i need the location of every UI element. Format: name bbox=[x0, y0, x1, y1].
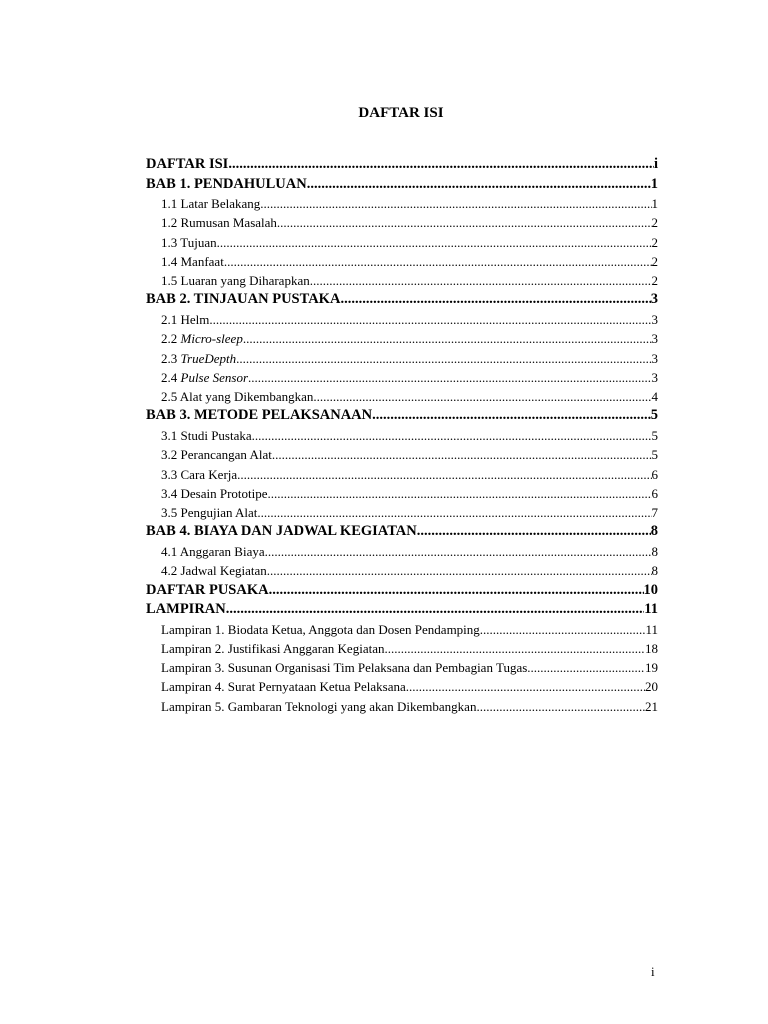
toc-entry-label bbox=[161, 387, 313, 406]
toc-section-row[interactable] bbox=[146, 639, 658, 658]
toc-entry-page: 11 bbox=[645, 621, 658, 637]
toc-entry-text: Lampiran 2. Justifikasi Anggaran Kegiatan bbox=[161, 640, 385, 656]
toc-section-row[interactable] bbox=[146, 677, 658, 696]
toc-entry-label bbox=[146, 406, 372, 426]
toc-entry-number: 1.5 bbox=[161, 273, 181, 289]
toc-entry-number: 2.5 bbox=[161, 389, 180, 405]
toc-entry-label bbox=[161, 620, 480, 639]
toc-entry-number: 4.2 bbox=[161, 563, 181, 579]
toc-entry-text: Lampiran 4. Surat Pernyataan Ketua Pelaksana bbox=[161, 679, 406, 695]
toc-entry-page: 8 bbox=[651, 563, 658, 579]
toc-entry-page: 8 bbox=[650, 523, 658, 540]
toc-entry-page: 8 bbox=[651, 543, 658, 559]
toc-entry-page: 4 bbox=[651, 389, 658, 405]
toc-dot-leader bbox=[236, 349, 651, 368]
toc-dot-leader bbox=[277, 213, 652, 232]
toc-entry-text: BAB 4. BIAYA DAN JADWAL KEGIATAN bbox=[146, 523, 417, 540]
toc-entry-number: 3.2 bbox=[161, 447, 181, 463]
toc-entry-page: 3 bbox=[651, 350, 658, 366]
toc-chapter-row[interactable] bbox=[146, 600, 658, 620]
toc-entry-number: 1.2 bbox=[161, 215, 181, 231]
toc-section-row[interactable] bbox=[146, 368, 658, 387]
toc-entry-label bbox=[161, 271, 310, 290]
toc-dot-leader bbox=[269, 581, 644, 601]
toc-entry-text: TrueDepth bbox=[180, 350, 237, 366]
toc-entry-label bbox=[161, 465, 237, 484]
toc-dot-leader bbox=[265, 542, 652, 561]
toc-entry-text: Latar Belakang bbox=[180, 196, 261, 211]
toc-entry-page: 3 bbox=[651, 369, 658, 385]
toc-entry-page: 21 bbox=[645, 698, 658, 714]
toc-section-row[interactable] bbox=[146, 233, 658, 252]
toc-entry-label bbox=[161, 329, 243, 348]
table-of-contents bbox=[146, 155, 658, 716]
toc-dot-leader bbox=[268, 484, 652, 503]
toc-entry-page: 2 bbox=[651, 234, 658, 250]
toc-entry-label bbox=[146, 175, 307, 195]
toc-dot-leader bbox=[243, 329, 652, 348]
toc-entry-number: 2.3 bbox=[161, 350, 181, 366]
toc-entry-page: i bbox=[653, 156, 658, 172]
toc-entry-page: 18 bbox=[645, 640, 658, 656]
toc-dot-leader bbox=[267, 561, 652, 580]
toc-entry-text: DAFTAR ISI bbox=[146, 156, 229, 172]
toc-entry-label bbox=[146, 155, 228, 175]
toc-section-row[interactable] bbox=[146, 561, 658, 580]
toc-dot-leader bbox=[252, 426, 652, 445]
toc-entry-number: 2.2 bbox=[161, 331, 181, 347]
toc-entry-label bbox=[161, 445, 272, 464]
toc-dot-leader bbox=[217, 233, 652, 252]
toc-dot-leader bbox=[226, 600, 645, 620]
toc-entry-number: 4.1 bbox=[161, 543, 180, 559]
toc-dot-leader bbox=[260, 194, 651, 213]
toc-dot-leader bbox=[228, 155, 654, 175]
toc-entry-page: 10 bbox=[643, 581, 658, 598]
toc-section-row[interactable] bbox=[146, 349, 658, 368]
toc-dot-leader bbox=[237, 465, 651, 484]
toc-chapter-row[interactable] bbox=[146, 290, 658, 310]
toc-dot-leader bbox=[272, 445, 652, 464]
toc-entry-label bbox=[161, 213, 277, 232]
toc-entry-label bbox=[161, 233, 217, 252]
toc-entry-text: Helm bbox=[180, 311, 210, 327]
toc-entry-label bbox=[161, 194, 260, 213]
toc-entry-text: BAB 1. PENDAHULUAN bbox=[146, 175, 307, 192]
toc-section-row[interactable] bbox=[146, 697, 658, 716]
toc-entry-number: 1.3 bbox=[161, 234, 181, 250]
toc-dot-leader bbox=[257, 503, 651, 522]
toc-entry-text: DAFTAR PUSAKA bbox=[146, 581, 269, 598]
toc-chapter-row[interactable] bbox=[146, 175, 658, 195]
toc-entry-label bbox=[161, 310, 209, 329]
toc-entry-page: 3 bbox=[651, 331, 658, 347]
toc-entry-label bbox=[161, 542, 265, 561]
toc-entry-text: Manfaat bbox=[180, 253, 224, 269]
toc-entry-label bbox=[161, 677, 406, 696]
toc-entry-number: 3.1 bbox=[161, 427, 181, 443]
toc-dot-leader bbox=[313, 387, 651, 406]
toc-section-row[interactable] bbox=[146, 426, 658, 445]
toc-section-row[interactable] bbox=[146, 252, 658, 271]
toc-entry-page: 3 bbox=[650, 291, 658, 308]
toc-entry-number: 2.4 bbox=[161, 369, 181, 385]
toc-section-row[interactable] bbox=[146, 484, 658, 503]
toc-entry-page: 6 bbox=[651, 466, 658, 482]
page-number: i bbox=[651, 964, 655, 979]
toc-entry-page: 5 bbox=[650, 407, 658, 424]
toc-entry-text: LAMPIRAN bbox=[146, 601, 226, 618]
toc-dot-leader bbox=[476, 697, 645, 716]
toc-section-row[interactable] bbox=[146, 658, 658, 677]
toc-entry-number: 3.5 bbox=[161, 505, 181, 521]
toc-entry-text: Luaran yang Diharapkan bbox=[180, 273, 310, 289]
toc-chapter-row[interactable] bbox=[146, 406, 658, 426]
toc-dot-leader bbox=[527, 658, 645, 677]
toc-entry-page: 2 bbox=[651, 215, 658, 231]
toc-section-row[interactable] bbox=[146, 271, 658, 290]
toc-entry-label bbox=[146, 581, 269, 601]
toc-dot-leader bbox=[480, 620, 646, 639]
toc-section-row[interactable] bbox=[146, 194, 658, 213]
toc-dot-leader bbox=[406, 677, 645, 696]
toc-dot-leader bbox=[372, 406, 651, 426]
toc-chapter-row[interactable] bbox=[146, 155, 658, 175]
toc-entry-text: Rumusan Masalah bbox=[180, 215, 277, 231]
toc-section-row[interactable] bbox=[146, 542, 658, 561]
toc-entry-label bbox=[161, 639, 384, 658]
toc-entry-page: 19 bbox=[645, 660, 658, 676]
toc-entry-label bbox=[161, 561, 267, 580]
toc-entry-label bbox=[161, 658, 527, 677]
toc-entry-page: 7 bbox=[651, 505, 658, 521]
toc-entry-label bbox=[161, 697, 476, 716]
toc-entry-page: 20 bbox=[645, 679, 658, 695]
toc-entry-text: Jadwal Kegiatan bbox=[180, 563, 267, 579]
toc-entry-number: 1.4 bbox=[161, 253, 181, 269]
toc-entry-label bbox=[146, 522, 417, 542]
toc-entry-label bbox=[146, 290, 340, 310]
toc-dot-leader bbox=[417, 522, 651, 542]
toc-entry-page: 5 bbox=[651, 427, 658, 443]
toc-entry-page: 6 bbox=[651, 485, 658, 501]
toc-entry-text: Anggaran Biaya bbox=[179, 543, 265, 559]
toc-dot-leader bbox=[310, 271, 652, 290]
toc-entry-page: 11 bbox=[644, 601, 658, 618]
toc-dot-leader bbox=[307, 175, 651, 195]
toc-section-row[interactable] bbox=[146, 329, 658, 348]
toc-dot-leader bbox=[224, 252, 652, 271]
toc-entry-text: Tujuan bbox=[180, 234, 217, 250]
toc-entry-page: 1 bbox=[650, 175, 658, 192]
toc-entry-label bbox=[146, 600, 226, 620]
toc-chapter-row[interactable] bbox=[146, 581, 658, 601]
toc-entry-page: 5 bbox=[651, 447, 658, 463]
toc-entry-text: Cara Kerja bbox=[180, 466, 238, 482]
toc-entry-label bbox=[161, 503, 257, 522]
toc-entry-number: 3.4 bbox=[161, 485, 181, 501]
toc-section-row[interactable] bbox=[146, 387, 658, 406]
toc-section-row[interactable] bbox=[146, 503, 658, 522]
toc-section-row[interactable] bbox=[146, 213, 658, 232]
toc-entry-label bbox=[161, 484, 268, 503]
toc-dot-leader bbox=[384, 639, 645, 658]
toc-entry-number: 3.3 bbox=[161, 466, 181, 482]
toc-dot-leader bbox=[248, 368, 651, 387]
toc-entry-text: Lampiran 1. Biodata Ketua, Anggota dan Dosen Pendamping bbox=[161, 621, 480, 637]
toc-entry-page: 2 bbox=[651, 273, 658, 289]
toc-entry-number: 1.1 bbox=[161, 196, 181, 211]
toc-entry-label bbox=[161, 426, 252, 445]
toc-entry-text: BAB 2. TINJAUAN PUSTAKA bbox=[146, 291, 341, 308]
toc-entry-label bbox=[161, 368, 248, 387]
toc-entry-text: Alat yang Dikembangkan bbox=[179, 389, 314, 405]
toc-entry-text: Micro-sleep bbox=[180, 331, 243, 347]
toc-entry-text: Perancangan Alat bbox=[180, 447, 272, 463]
page-title: DAFTAR ISI bbox=[358, 105, 444, 121]
toc-chapter-row[interactable] bbox=[146, 522, 658, 542]
toc-entry-text: BAB 3. METODE PELAKSANAAN bbox=[146, 407, 373, 424]
toc-section-row[interactable] bbox=[146, 445, 658, 464]
toc-section-row[interactable] bbox=[146, 310, 658, 329]
toc-entry-text: Lampiran 5. Gambaran Teknologi yang akan Dikembangkan bbox=[161, 698, 477, 714]
toc-section-row[interactable] bbox=[146, 465, 658, 484]
toc-entry-page: 2 bbox=[651, 253, 658, 269]
toc-entry-page: 3 bbox=[651, 311, 658, 327]
toc-entry-label bbox=[161, 252, 224, 271]
toc-entry-text: Pengujian Alat bbox=[180, 505, 258, 521]
toc-entry-number: 2.1 bbox=[161, 311, 181, 327]
toc-entry-page: 1 bbox=[651, 196, 658, 211]
toc-dot-leader bbox=[209, 310, 651, 329]
toc-entry-text: Studi Pustaka bbox=[180, 427, 252, 443]
toc-section-row[interactable] bbox=[146, 620, 658, 639]
toc-entry-text: Lampiran 3. Susunan Organisasi Tim Pelaksana dan Pembagian Tugas bbox=[161, 660, 528, 676]
toc-dot-leader bbox=[340, 290, 650, 310]
toc-entry-label bbox=[161, 349, 236, 368]
toc-entry-text: Pulse Sensor bbox=[180, 369, 249, 385]
toc-entry-text: Desain Prototipe bbox=[180, 485, 268, 501]
